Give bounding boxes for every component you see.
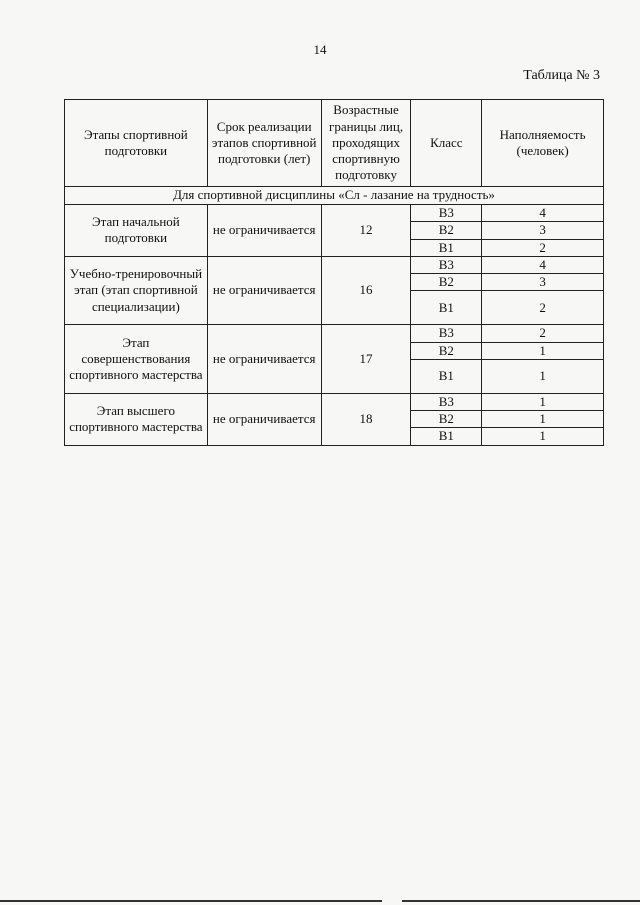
scan-edge-line: [402, 900, 640, 902]
scan-edge-line: [0, 900, 382, 902]
class-cell: В2: [411, 342, 482, 359]
count-cell: 2: [482, 291, 604, 325]
class-cell: В3: [411, 393, 482, 410]
header-age: Возрастные границы лиц, проходящих спортивную подготовку: [321, 100, 411, 187]
class-cell: В2: [411, 411, 482, 428]
age-cell: 18: [321, 393, 411, 445]
count-cell: 1: [482, 411, 604, 428]
page-number: 14: [313, 42, 327, 57]
duration-cell: не ограничивается: [207, 205, 321, 257]
table-row: [65, 325, 604, 342]
table-row: [65, 393, 604, 410]
sports-training-table: [64, 99, 604, 446]
count-cell: 4: [482, 256, 604, 273]
count-cell: 3: [482, 274, 604, 291]
table-row: [65, 205, 604, 222]
age-cell: 16: [321, 256, 411, 325]
count-cell: 3: [482, 222, 604, 239]
class-cell: В2: [411, 274, 482, 291]
count-cell: 2: [482, 239, 604, 256]
class-cell: В3: [411, 205, 482, 222]
class-cell: В1: [411, 428, 482, 445]
count-cell: 1: [482, 342, 604, 359]
class-cell: В1: [411, 359, 482, 393]
count-cell: 1: [482, 428, 604, 445]
section-row: [65, 187, 604, 205]
header-occupancy: Наполняемость (человек): [482, 100, 604, 187]
duration-cell: не ограничивается: [207, 325, 321, 394]
age-cell: 17: [321, 325, 411, 394]
class-cell: В1: [411, 239, 482, 256]
header-row: [65, 100, 604, 187]
header-duration: Срок реализации этапов спортивной подготовки (лет): [207, 100, 321, 187]
stage-cell: Этап начальной подготовки: [65, 205, 208, 257]
header-stage: Этапы спортивной подготовки: [65, 100, 208, 187]
section-title: Для спортивной дисциплины «Сл - лазание на трудность»: [65, 187, 604, 205]
count-cell: 1: [482, 393, 604, 410]
duration-cell: не ограничивается: [207, 393, 321, 445]
table-row: [65, 256, 604, 273]
duration-cell: не ограничивается: [207, 256, 321, 325]
class-cell: В1: [411, 291, 482, 325]
count-cell: 2: [482, 325, 604, 342]
age-cell: 12: [321, 205, 411, 257]
header-class: Класс: [411, 100, 482, 187]
stage-cell: Этап высшего спортивного мастерства: [65, 393, 208, 445]
count-cell: 1: [482, 359, 604, 393]
class-cell: В3: [411, 256, 482, 273]
table-caption: Таблица № 3: [523, 68, 600, 83]
class-cell: В2: [411, 222, 482, 239]
stage-cell: Учебно-тренировочный этап (этап спортивной специализации): [65, 256, 208, 325]
stage-cell: Этап совершенствования спортивного мастерства: [65, 325, 208, 394]
count-cell: 4: [482, 205, 604, 222]
class-cell: В3: [411, 325, 482, 342]
